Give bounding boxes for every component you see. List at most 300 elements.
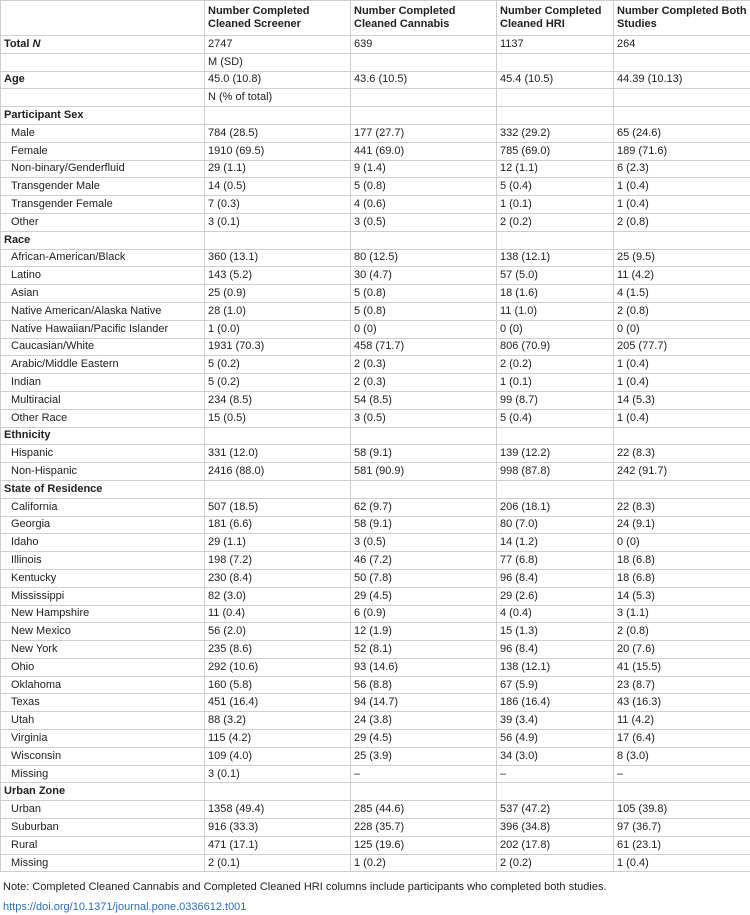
table-cell: 30 (4.7) [351,267,497,285]
row-label-text: Transgender Male [11,180,100,193]
table-section-row [1,231,750,249]
row-label-text: African-American/Black [11,251,126,264]
table-row [1,641,750,659]
table-cell: 11 (4.2) [614,712,750,730]
table-cell [614,427,750,445]
table-cell: 67 (5.9) [497,676,614,694]
table-row [1,142,750,160]
row-label [1,89,205,107]
table-row [1,249,750,267]
table-section-row [1,427,750,445]
table-cell: 507 (18.5) [205,498,351,516]
row-label-text: Urban Zone [4,785,66,798]
table-cell: 2 (0.2) [497,854,614,872]
table-cell: 138 (12.1) [497,658,614,676]
header-both-studies: Number Completed Both Studies [614,1,750,36]
table-cell: 5 (0.8) [351,302,497,320]
row-label-text: Female [11,144,48,157]
table-cell [205,231,351,249]
table-cell: 181 (6.6) [205,516,351,534]
table-cell: 4 (0.6) [351,196,497,214]
row-label-text: Rural [11,838,38,851]
table-cell: 784 (28.5) [205,124,351,142]
table-cell: 581 (90.9) [351,463,497,481]
table-cell: 234 (8.5) [205,391,351,409]
row-label-text: Mississippi [11,589,65,602]
table-cell [497,231,614,249]
table-cell: 332 (29.2) [497,124,614,142]
table-cell: 5 (0.2) [205,356,351,374]
table-cell: 14 (5.3) [614,587,750,605]
table-cell: 2 (0.2) [497,356,614,374]
table-cell: 2 (0.3) [351,356,497,374]
table-cell: 25 (3.9) [351,747,497,765]
header-label-cell [1,1,205,36]
row-label-text: Native Hawaiian/Pacific Islander [11,322,169,335]
row-label-text: Wisconsin [11,749,62,762]
table-cell: 1 (0.4) [614,374,750,392]
table-cell: 998 (87.8) [497,463,614,481]
row-label-text: Missing [11,767,49,780]
table-cell: 1 (0.2) [351,854,497,872]
table-cell: 99 (8.7) [497,391,614,409]
row-label-text: Arabic/Middle Eastern [11,358,119,371]
table-cell [497,89,614,107]
table-cell: 285 (44.6) [351,801,497,819]
table-cell: 186 (16.4) [497,694,614,712]
table-row [1,712,750,730]
row-label-text: State of Residence [4,482,103,495]
table-cell: 785 (69.0) [497,142,614,160]
table-cell: 82 (3.0) [205,587,351,605]
table-cell: 3 (0.1) [205,765,351,783]
header-cannabis: Number Completed Cleaned Cannabis [351,1,497,36]
row-label-text: New Hampshire [11,607,90,620]
table-cell: 11 (1.0) [497,302,614,320]
table-cell: 1 (0.4) [614,409,750,427]
row-label [1,320,205,338]
row-label [1,694,205,712]
table-cell: 43.6 (10.5) [351,71,497,89]
table-cell: 3 (0.5) [351,534,497,552]
table-cell: 3 (0.5) [351,409,497,427]
table-row [1,124,750,142]
table-cell: 1358 (49.4) [205,801,351,819]
table-cell [497,107,614,125]
table-cell: – [351,765,497,783]
table-cell: 14 (0.5) [205,178,351,196]
table-cell: 22 (8.3) [614,498,750,516]
table-row [1,302,750,320]
row-label [1,587,205,605]
table-row [1,53,750,71]
table-cell: 52 (8.1) [351,641,497,659]
table-cell: 5 (0.8) [351,178,497,196]
table-cell: 56 (8.8) [351,676,497,694]
table-row [1,196,750,214]
table-section-row [1,783,750,801]
table-cell: 18 (1.6) [497,285,614,303]
row-label-text: New York [11,642,58,655]
table-cell: 29 (1.1) [205,160,351,178]
table-cell: 9 (1.4) [351,160,497,178]
table-row [1,658,750,676]
table-cell [614,53,750,71]
row-label [1,658,205,676]
row-label [1,605,205,623]
table-cell [351,783,497,801]
row-label-text: Caucasian/White [11,340,95,353]
row-label-text: Indian [11,376,41,389]
table-cell: 6 (2.3) [614,160,750,178]
row-label-text: California [11,500,58,513]
table-cell: 6 (0.9) [351,605,497,623]
row-label [1,783,205,801]
row-label [1,53,205,71]
row-label [1,765,205,783]
row-label [1,445,205,463]
table-cell: 3 (0.5) [351,213,497,231]
table-cell [497,480,614,498]
row-label-text: Multiracial [11,393,61,406]
table-cell: 58 (9.1) [351,445,497,463]
table-cell: 2 (0.1) [205,854,351,872]
row-label-text: Race [4,233,31,246]
header-hri: Number Completed Cleaned HRI [497,1,614,36]
table-cell [614,107,750,125]
table-cell: 0 (0) [351,320,497,338]
table-cell: 1 (0.1) [497,196,614,214]
table-cell: 451 (16.4) [205,694,351,712]
table-cell: 11 (4.2) [614,267,750,285]
table-cell: 29 (4.5) [351,587,497,605]
table-row [1,730,750,748]
table-cell: 639 [351,36,497,54]
row-label-text: Age [4,73,25,86]
table-row [1,819,750,837]
table-cell: 25 (9.5) [614,249,750,267]
table-cell: 65 (24.6) [614,124,750,142]
table-cell: 22 (8.3) [614,445,750,463]
table-cell [497,53,614,71]
table-cell: 56 (4.9) [497,730,614,748]
table-cell: 2 (0.8) [614,302,750,320]
table-cell: 1 (0.4) [614,356,750,374]
table-cell: 61 (23.1) [614,836,750,854]
row-label [1,196,205,214]
row-label-text: Non-Hispanic [11,465,78,478]
table-section-row [1,107,750,125]
row-label-text: Missing [11,856,49,869]
table-cell: 96 (8.4) [497,569,614,587]
table-cell: 11 (0.4) [205,605,351,623]
table-row [1,391,750,409]
row-label-text: Transgender Female [11,198,113,211]
row-label [1,142,205,160]
row-label [1,231,205,249]
row-label [1,480,205,498]
table-section-row [1,480,750,498]
table-cell: 396 (34.8) [497,819,614,837]
table-body [1,36,750,872]
header-screener: Number Completed Cleaned Screener [205,1,351,36]
table-cell: 43 (16.3) [614,694,750,712]
row-label [1,569,205,587]
table-cell: 230 (8.4) [205,569,351,587]
row-label [1,854,205,872]
table-cell: 20 (7.6) [614,641,750,659]
table-cell [614,783,750,801]
table-row [1,694,750,712]
row-label-text: Hispanic [11,447,54,460]
table-cell: 14 (1.2) [497,534,614,552]
table-row [1,285,750,303]
row-label [1,338,205,356]
row-label-text: Male [11,126,35,139]
table-row [1,498,750,516]
table-cell: 1 (0.4) [614,854,750,872]
table-cell: M (SD) [205,53,351,71]
row-label [1,801,205,819]
table-cell: 58 (9.1) [351,516,497,534]
row-label [1,676,205,694]
table-cell: 537 (47.2) [497,801,614,819]
table-cell: 242 (91.7) [614,463,750,481]
table-cell: 5 (0.8) [351,285,497,303]
table-cell: 189 (71.6) [614,142,750,160]
row-label [1,427,205,445]
table-cell: 139 (12.2) [497,445,614,463]
table-cell: 1931 (70.3) [205,338,351,356]
table-cell: 96 (8.4) [497,641,614,659]
table-cell: 202 (17.8) [497,836,614,854]
table-cell [614,231,750,249]
table-row [1,89,750,107]
table-cell: 5 (0.4) [497,409,614,427]
row-label [1,178,205,196]
row-label [1,391,205,409]
table-cell: 28 (1.0) [205,302,351,320]
row-label-text: Suburban [11,820,59,833]
table-cell: 54 (8.5) [351,391,497,409]
table-cell: 205 (77.7) [614,338,750,356]
table-cell: 331 (12.0) [205,445,351,463]
table-cell: – [497,765,614,783]
table-row [1,267,750,285]
row-label [1,516,205,534]
row-label-text: Non-binary/Genderfluid [11,162,125,175]
table-cell: 29 (1.1) [205,534,351,552]
table-cell: 18 (6.8) [614,569,750,587]
row-label [1,356,205,374]
table-section-row [1,36,750,54]
table-note: Note: Completed Cleaned Cannabis and Completed Cleaned HRI columns include participants who completed both studies. [3,881,607,894]
table-row [1,854,750,872]
row-label [1,623,205,641]
table-cell: 2 (0.8) [614,623,750,641]
row-label [1,285,205,303]
table-cell: 24 (9.1) [614,516,750,534]
table-row [1,160,750,178]
row-label-text: Kentucky [11,571,57,584]
table-cell: 4 (0.4) [497,605,614,623]
table-cell: 56 (2.0) [205,623,351,641]
table-cell: 39 (3.4) [497,712,614,730]
table-cell: 441 (69.0) [351,142,497,160]
table-cell: 471 (17.1) [205,836,351,854]
table-cell: 62 (9.7) [351,498,497,516]
table-row [1,445,750,463]
table-cell: 94 (14.7) [351,694,497,712]
row-label [1,374,205,392]
table-cell [497,783,614,801]
table-cell: 80 (7.0) [497,516,614,534]
table-cell: 5 (0.2) [205,374,351,392]
table-row [1,676,750,694]
table-row [1,463,750,481]
table-cell [351,480,497,498]
table-cell: 57 (5.0) [497,267,614,285]
table-row [1,178,750,196]
row-label [1,124,205,142]
table-cell [351,107,497,125]
row-label-text: Other [11,215,39,228]
table-row [1,338,750,356]
table-cell: 93 (14.6) [351,658,497,676]
row-label [1,409,205,427]
row-label [1,498,205,516]
table-cell: 228 (35.7) [351,819,497,837]
table-cell: 15 (0.5) [205,409,351,427]
table-row [1,409,750,427]
table-cell [351,231,497,249]
table-cell: 34 (3.0) [497,747,614,765]
table-cell [351,53,497,71]
table-cell [205,480,351,498]
row-label [1,107,205,125]
row-label [1,302,205,320]
row-label-text: Latino [11,269,41,282]
table-row [1,552,750,570]
table-cell: 5 (0.4) [497,178,614,196]
table-cell: 125 (19.6) [351,836,497,854]
table-row [1,569,750,587]
row-label [1,747,205,765]
table-cell: 264 [614,36,750,54]
table-cell [614,480,750,498]
table-cell: 88 (3.2) [205,712,351,730]
table-row [1,213,750,231]
table-cell: 8 (3.0) [614,747,750,765]
doi-link[interactable]: https://doi.org/10.1371/journal.pone.0336612.t001 [3,901,247,914]
table-row [1,374,750,392]
table-row [1,765,750,783]
row-label-text: Oklahoma [11,678,62,691]
table-cell: 12 (1.1) [497,160,614,178]
row-label-text: Participant Sex [4,109,84,122]
table-cell: 29 (2.6) [497,587,614,605]
table-cell: 1910 (69.5) [205,142,351,160]
table-cell: 14 (5.3) [614,391,750,409]
table-cell: N (% of total) [205,89,351,107]
table-row [1,623,750,641]
table-cell: 292 (10.6) [205,658,351,676]
table-cell: 0 (0) [614,534,750,552]
table-cell: 7 (0.3) [205,196,351,214]
table-cell: 23 (8.7) [614,676,750,694]
row-label [1,836,205,854]
table-cell: 916 (33.3) [205,819,351,837]
table-row [1,836,750,854]
table-cell: – [614,765,750,783]
table-cell: 1137 [497,36,614,54]
row-label-text: Urban [11,803,41,816]
row-label-text: Asian [11,287,39,300]
table-cell: 97 (36.7) [614,819,750,837]
table-cell: 806 (70.9) [497,338,614,356]
table-cell: 160 (5.8) [205,676,351,694]
row-label-text: Ethnicity [4,429,51,442]
table-cell: 77 (6.8) [497,552,614,570]
table-cell: 2416 (88.0) [205,463,351,481]
row-label [1,463,205,481]
table-cell: 50 (7.8) [351,569,497,587]
table-row [1,801,750,819]
table-cell: 0 (0) [614,320,750,338]
table-cell: 44.39 (10.13) [614,71,750,89]
table-cell: 29 (4.5) [351,730,497,748]
row-label-text: Illinois [11,554,42,566]
table-row [1,605,750,623]
table-row [1,534,750,552]
row-label-text: Utah [11,714,35,727]
table-cell [614,89,750,107]
table-cell: 2 (0.8) [614,213,750,231]
table-cell [205,783,351,801]
table-cell: 1 (0.4) [614,196,750,214]
row-label [1,267,205,285]
row-label [1,641,205,659]
row-label-text: Ohio [11,660,35,673]
row-label [1,819,205,837]
table-cell [205,107,351,125]
table-cell [351,89,497,107]
table-cell: 206 (18.1) [497,498,614,516]
table-cell: 18 (6.8) [614,552,750,570]
table-header-row [1,1,750,36]
table-row [1,747,750,765]
row-label-text: Georgia [11,518,51,531]
table-cell: 105 (39.8) [614,801,750,819]
row-label-text: New Mexico [11,625,71,638]
table-cell: 115 (4.2) [205,730,351,748]
table-cell: 24 (3.8) [351,712,497,730]
table-cell: 12 (1.9) [351,623,497,641]
row-label [1,552,205,570]
table-cell: 109 (4.0) [205,747,351,765]
row-label [1,712,205,730]
row-label-text: Texas [11,696,40,709]
table-row [1,320,750,338]
table-cell: 3 (0.1) [205,213,351,231]
table-cell: 4 (1.5) [614,285,750,303]
row-label-italic: N [32,37,41,50]
table-row [1,516,750,534]
table-cell: 360 (13.1) [205,249,351,267]
table-cell: 1 (0.4) [614,178,750,196]
table-cell: 1 (0.1) [497,374,614,392]
table-cell: 198 (7.2) [205,552,351,570]
